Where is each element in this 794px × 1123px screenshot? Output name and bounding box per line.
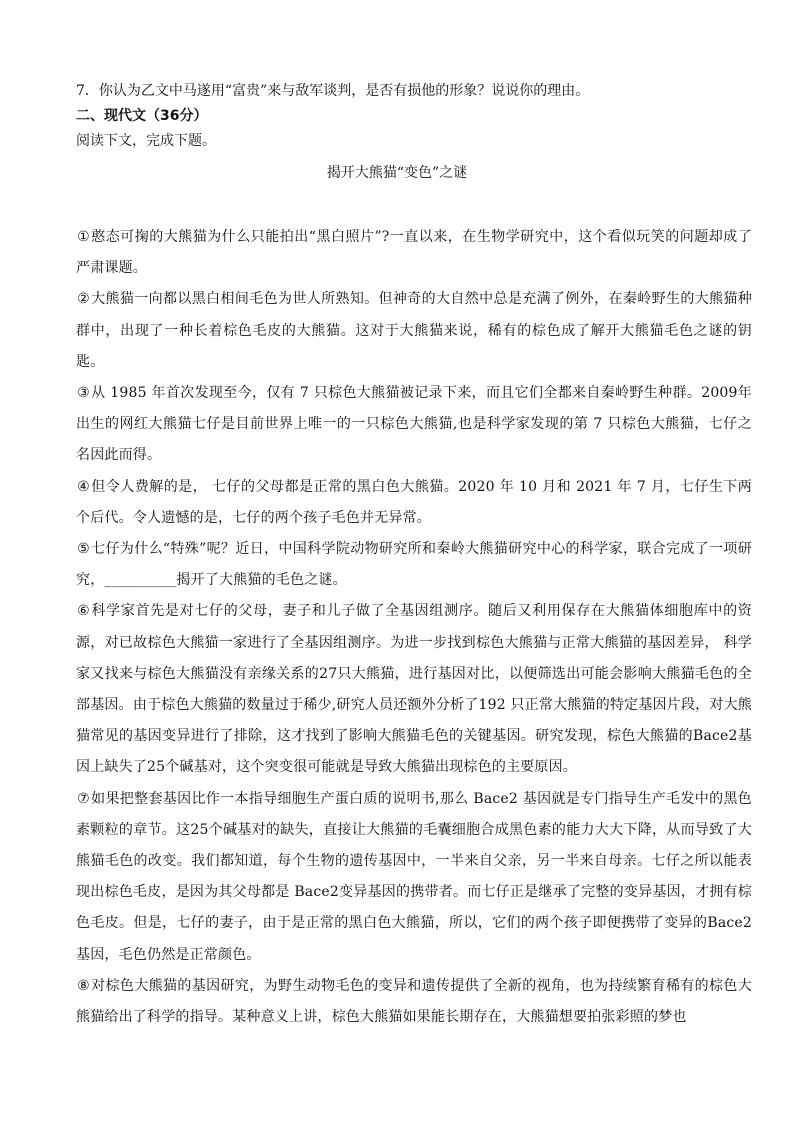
- paragraph-text: 如果把整套基因比作一本指导细胞生产蛋白质的说明书,那么 Bace2 基因就是专门指导生产毛发中的黑色素颗粒的章节。这25个碱基对的缺失，直接让大熊猫的毛囊细胞合成黑色素的能力大大下降，从而导致了大熊猫毛色的改变。我们都知道，每个生物的遗传基因中，一半来自父亲，另一半来自母亲。七仔之所以能表现出棕色毛皮，是因为其父母都是 Bace2变异基因的携带者。而七仔正是继承了完整的变异基因，才拥有棕色毛皮。但是，七仔的妻子，由于是正常的黑白色大熊猫，所以，它们的两个孩子即便携带了变异的Bace2基因，毛色仍然是正常颜色。: [76, 790, 752, 963]
- paragraph-6: [76, 596, 752, 783]
- paragraph-text: 憨态可掬的大熊猫为什么只能拍出“黑白照片”?一直以来，在生物学研究中，这个看似玩笑的问题却成了严肃课题。: [76, 229, 752, 277]
- paragraph-4: [76, 472, 752, 534]
- paragraph-number: ④: [77, 478, 90, 495]
- paragraph-number: ①: [77, 229, 90, 245]
- paragraph-number: ③: [77, 385, 90, 402]
- paragraph-1: [76, 222, 752, 284]
- article-title: 揭开大熊猫“变色”之谜: [326, 165, 468, 181]
- paragraph-number: ⑥: [77, 603, 90, 620]
- paragraph-text: 但令人费解的是， 七仔的父母都是正常的黑白色大熊猫。2020 年 10 月和 2021 年 7 月，七仔生下两个后代。令人遗憾的是，七仔的两个孩子毛色并无异常。: [76, 478, 752, 526]
- paragraph-3: [76, 378, 752, 472]
- paragraph-text: 从 1985 年首次发现至今，仅有 7 只棕色大熊猫被记录下来，而且它们全都来自秦岭野生种群。2009年出生的网红大熊猫七仔是目前世界上唯一的一只棕色大熊猫,也是科学家发现的第 7 只棕色大熊猫，七仔之名因此而得。: [76, 385, 752, 464]
- paragraph-text: 大熊猫一向都以黑白相间毛色为世人所熟知。但神奇的大自然中总是充满了例外，在秦岭野生的大熊猫种群中，出现了一种长着棕色毛皮的大熊猫。这对于大熊猫来说，稀有的棕色成了解开大熊猫毛色之谜的钥匙。: [76, 291, 752, 370]
- paragraph-number: ⑦: [77, 790, 90, 807]
- paragraph-number: ⑤: [77, 541, 90, 558]
- paragraph-8: [76, 971, 752, 1033]
- paragraph-2: [76, 284, 752, 378]
- article-body: [76, 222, 752, 1033]
- paragraph-text: 对棕色大熊猫的基因研究，为野生动物毛色的变异和遗传提供了全新的视角，也为持续繁育稀有的棕色大熊猫给出了科学的指导。某种意义上讲，棕色大熊猫如果能长期存在，大熊猫想要拍张彩照的梦也: [76, 977, 752, 1026]
- reading-instruction: 阅读下文，完成下题。: [76, 133, 216, 149]
- paragraph-5: [76, 534, 752, 596]
- paragraph-7: [76, 784, 752, 971]
- paragraph-number: ②: [77, 291, 90, 308]
- paragraph-text: 七仔为什么“特殊”呢？近日，中国科学院动物研究所和秦岭大熊猫研究中心的科学家，联合完成了一项研究，__________揭开了大熊猫的毛色之谜。: [76, 541, 752, 589]
- question-7: 7．你认为乙文中马遂用“富贵”来与敌军谈判，是否有损他的形象？说说你的理由。: [76, 83, 590, 99]
- paragraph-number: ⑧: [77, 977, 90, 994]
- section-heading: 二、现代文（36分）: [76, 108, 208, 124]
- paragraph-text: 科学家首先是对七仔的父母，妻子和儿子做了全基因组测序。随后又利用保存在大熊猫体细胞库中的资源，对已故棕色大熊猫一家进行了全基因组测序。为进一步找到棕色大熊猫与正常大熊猫的基因差异， 科学家又找来与棕色大熊猫没有亲缘关系的27只大熊猫，进行基因对比，以便筛选出可能会影响大熊猫毛色的全部基因。由于棕色大熊猫的数量过于稀少,研究人员还额外分析了192 只正常大熊猫的特定基因片段，对大熊猫常见的基因变异进行了排除，这才找到了影响大熊猫毛色的关键基因。研究发现，棕色大熊猫的Bace2基因上缺失了25个碱基对，这个突变很可能就是导致大熊猫出现棕色的主要原因。: [76, 603, 752, 776]
